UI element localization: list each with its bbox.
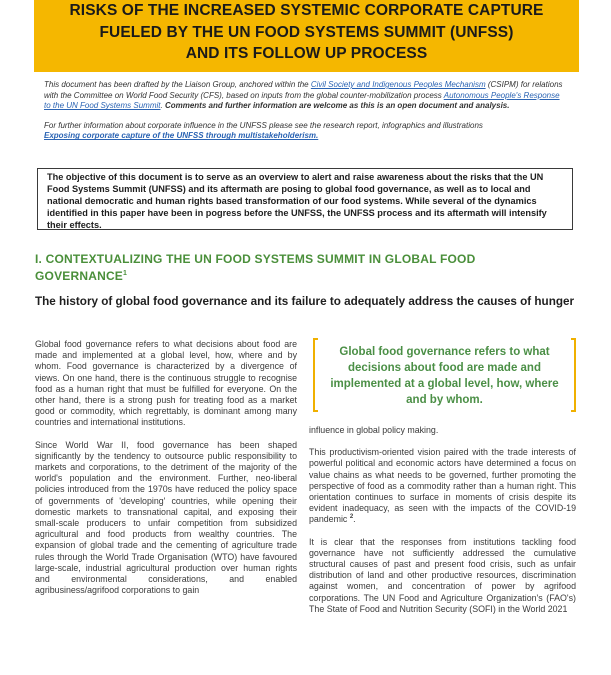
paragraph-text: This productivism-oriented vision paired with the trade interests of powerful political and economic actors have determined a focus on value chains as what needs to be governed, further promoting the perspective of food as a commodity rather than a human right. This orientation continues to surface in moments of crisis despite its evident inadequacy, as seen with the impacts of the COVID-19 pandemic bbox=[309, 447, 576, 525]
comments-welcome-note: Comments and further information are welcome as this is an open document and analysis. bbox=[164, 101, 510, 111]
authorship-text: This document has been drafted by the Liaison Group, anchored within the bbox=[44, 80, 311, 89]
paragraph: Global food governance refers to what decisions about food are made and implemented at a global level, how, where and by whom. Food governance is characterized by a divergence of views. On one hand, there is the continuous struggle to recognise food as a human right that must be fulfilled for everyone. On the other hand, there is a strong push for treating food as a market good or commodity, which regrettably, is dominant among many countries and international institutions. bbox=[35, 339, 297, 428]
title-line-2: FUELED BY THE UN FOOD SYSTEMS SUMMIT (UNFSS) bbox=[99, 23, 514, 41]
research-report-link[interactable]: Exposing corporate capture of the UNFSS through multistakeholderism. bbox=[44, 131, 319, 141]
objective-box: The objective of this document is to serve as an overview to alert and raise awareness about the risks that the UN Food Systems Summit (UNFSS) and its aftermath are posing to global food governance, as well as to local and national democratic and human rights based transformation of our food systems. While several of the dynamics identified in this paper have been in pogress before the UNFSS, the UNFSS process and its aftermath will intensify their effects. bbox=[37, 168, 573, 230]
footnote-ref-2[interactable]: 2 bbox=[349, 514, 354, 521]
document-title bbox=[34, 0, 579, 65]
subsection-heading: The history of global food governance and its failure to adequately address the causes of hunger bbox=[35, 295, 575, 308]
paragraph-end: . bbox=[353, 514, 356, 525]
section-heading bbox=[35, 251, 555, 284]
title-line-1: RISKS OF THE INCREASED SYSTEMIC CORPORATE CAPTURE bbox=[69, 2, 544, 19]
paragraph: Since World War II, food governance has been shaped significantly by the tendency to outsource public responsibility to markets and corporations, to the detriment of the majority of the world's population and the environment. Further, neo-liberal policies introduced from the 1970s have reduced the policy space of governments of 'developing' countries, while opening their domestic markets to transnational capital, and exposing their small-scale producers to unfair competition from subsidized agricultural and food products from wealthy countries. The expansion of global trade and the cementing of agriculture trade rules through the World Trade Organisation (WTO) have favoured large-scale, industrial agricultural production over human rights and environmental considerations, and enabled agribusiness/agrifood corporations to gain bbox=[35, 439, 297, 596]
further-info-text: For further information about corporate influence in the UNFSS please see the research report, infographics and illustrations bbox=[44, 120, 483, 130]
authorship-note bbox=[44, 80, 564, 112]
intro-notes bbox=[44, 80, 564, 142]
authorship-text-2: (CSIPM) for relations with the Committee on World Food Security (CFS), based on inputs from the global counter-mobilization process bbox=[44, 80, 563, 100]
title-banner bbox=[34, 0, 579, 72]
footnote-ref-1[interactable]: 1 bbox=[123, 269, 128, 277]
section-heading-text: I. CONTEXTUALIZING THE UN FOOD SYSTEMS SUMMIT IN GLOBAL FOOD GOVERNANCE bbox=[35, 252, 476, 283]
csipm-link[interactable]: Civil Society and Indigenous Peoples Mechanism bbox=[310, 80, 486, 89]
paragraph: It is clear that the responses from institutions tackling food governance have not sufficiently addressed the cumulative structural causes of past and present food crisis, such as unfair distribution of land and other productive resources, discrimination against women, and concentration of power by agrifood corporations. The UN Food and Agriculture Organization's (FAO's) The State of Food and Nutrition Security (SOFI) in the World 2021 bbox=[309, 536, 576, 614]
title-line-3: AND ITS FOLLOW UP PROCESS bbox=[185, 45, 428, 62]
further-info-note bbox=[44, 121, 564, 142]
paragraph bbox=[309, 447, 576, 525]
pull-quote-text: Global food governance refers to what decisions about food are made and implemented at a global level, how, where and by whom. bbox=[330, 346, 559, 406]
pull-quote bbox=[313, 338, 576, 414]
right-column bbox=[309, 425, 576, 615]
left-column bbox=[35, 339, 297, 596]
paragraph: influence in global policy making. bbox=[309, 425, 439, 435]
right-bracket-decoration bbox=[571, 338, 576, 412]
autonomous-response-link[interactable]: Autonomous People's Response to the UN Food Systems Summit bbox=[44, 90, 560, 111]
authorship-text-3: . bbox=[160, 101, 165, 111]
left-bracket-decoration bbox=[313, 338, 318, 412]
